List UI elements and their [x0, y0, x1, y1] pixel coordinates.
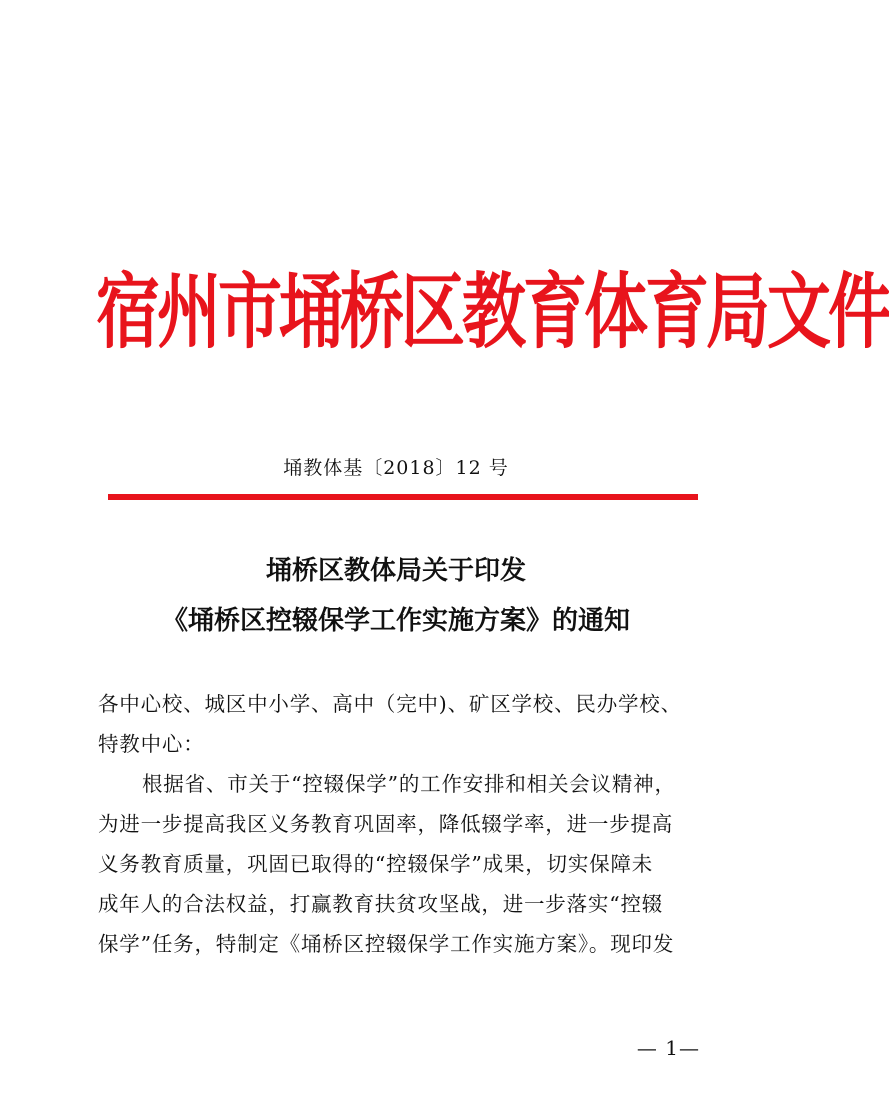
body-line-5: 保学”任务，特制定《埇桥区控辍保学工作实施方案》。现印发: [98, 932, 675, 956]
body-line-2: 为进一步提高我区义务教育巩固率，降低辍学率，进一步提高: [98, 812, 674, 836]
masthead-title: 宿州市埇桥区教育体育局文件: [96, 265, 889, 361]
page-number: — 1—: [636, 1036, 700, 1060]
body-line-3: 义务教育质量，巩固已取得的“控辍保学”成果，切实保障未: [98, 852, 654, 876]
document-number: 埇教体基〔2018〕12 号: [283, 457, 509, 479]
body-line-1: 根据省、市关于“控辍保学”的工作安排和相关会议精神，: [142, 772, 676, 796]
notice-title-line-2: 《埇桥区控辍保学工作实施方案》的通知: [161, 606, 630, 636]
addressee-line-1: 各中心校、城区中小学、高中（完中)、矿区学校、民办学校、: [98, 692, 682, 716]
red-divider-rule: [108, 494, 698, 500]
body-line-4: 成年人的合法权益，打赢教育扶贫攻坚战，进一步落实“控辍: [98, 892, 664, 916]
notice-title-line-1: 埇桥区教体局关于印发: [265, 556, 526, 586]
addressee-line-2: 特教中心：: [98, 732, 205, 756]
